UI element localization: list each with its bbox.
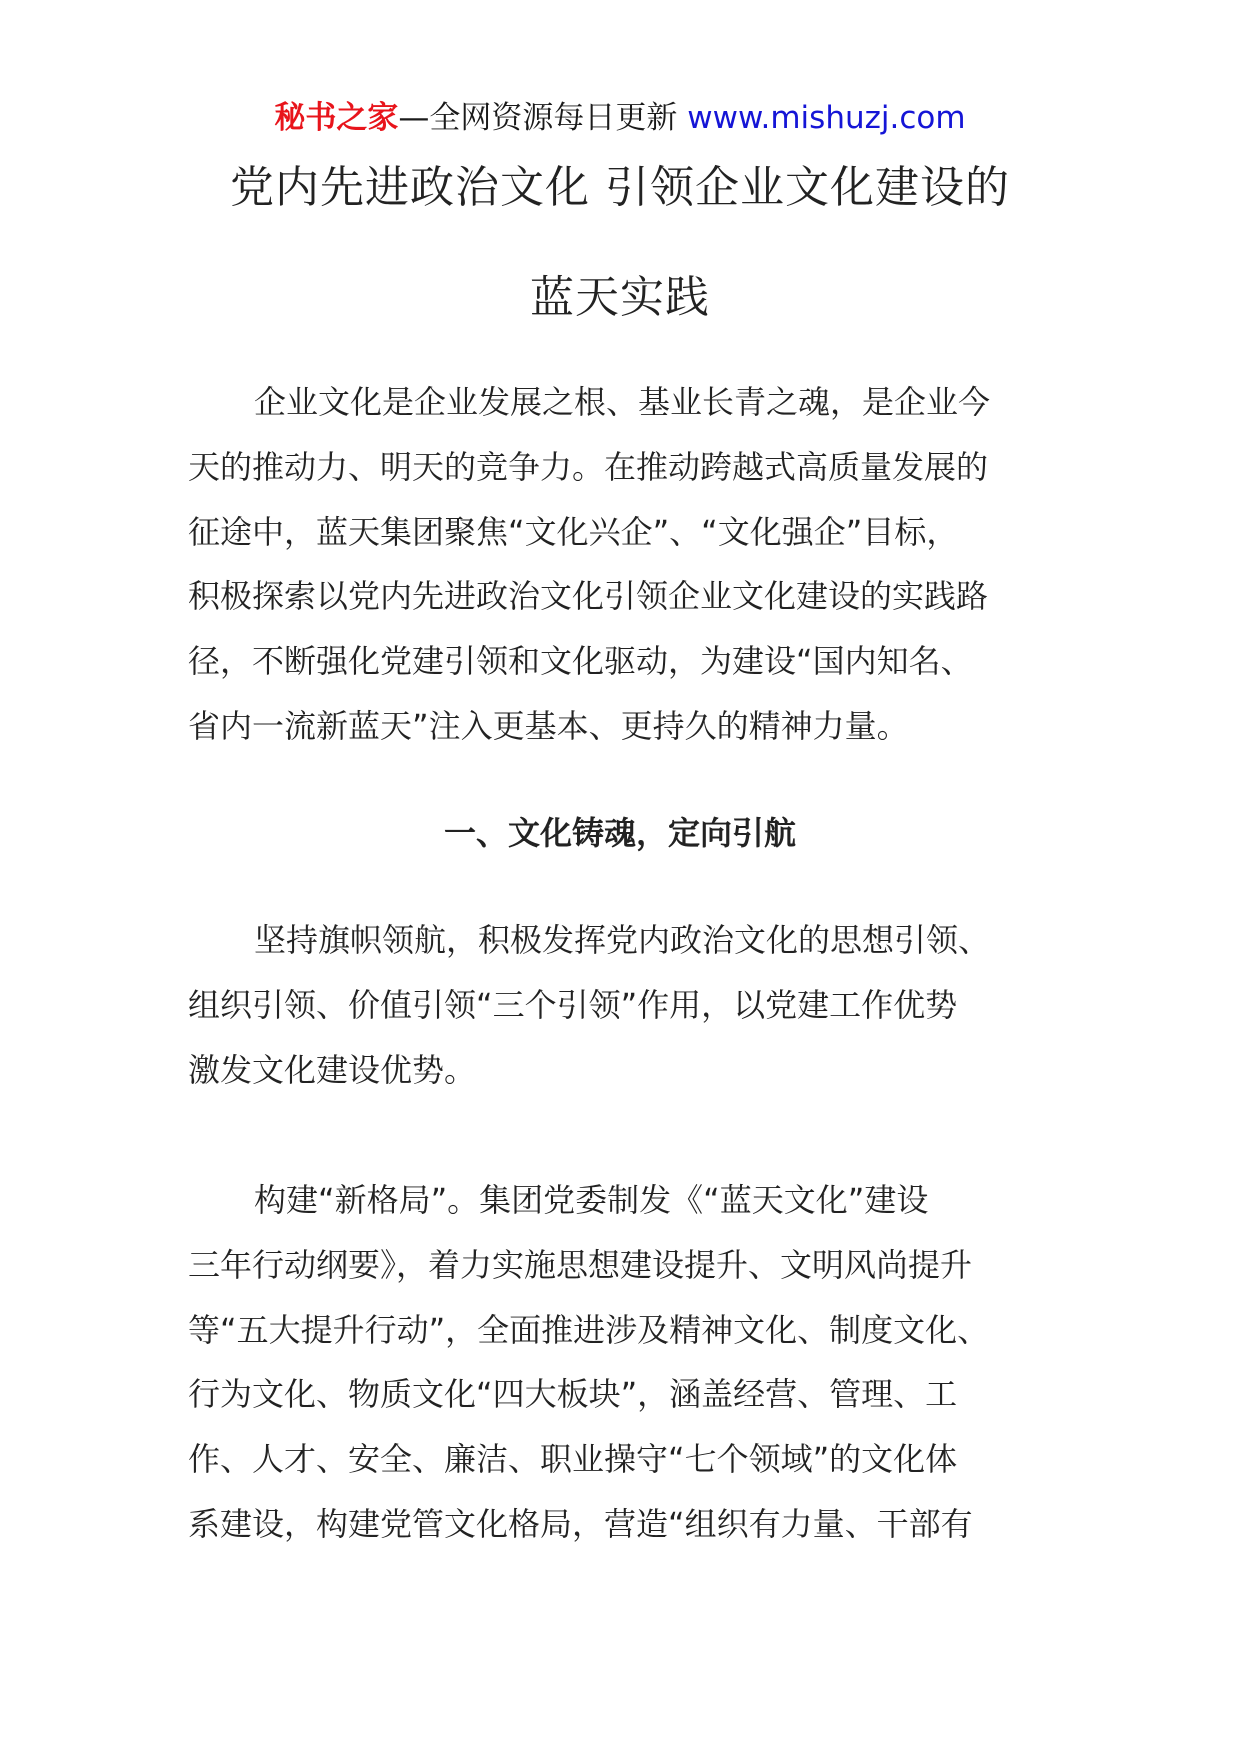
document-title-line-2: 蓝天实践 (530, 272, 710, 323)
paragraph-new-pattern (188, 1168, 1058, 1557)
paragraph-intro (188, 370, 1058, 759)
paragraph-line: 省内一流新蓝天”注入更基本、更持久的精神力量。 (188, 706, 909, 745)
paragraph-line: 积极探索以党内先进政治文化引领企业文化建设的实践路 (188, 577, 989, 616)
document-title-line-1: 党内先进政治文化 引领企业文化建设的 (230, 162, 1010, 213)
site-url-link[interactable]: www.mishuzj.com (687, 100, 966, 136)
paragraph-line: 激发文化建设优势。 (188, 1050, 477, 1089)
paragraph-line: 构建“新格局”。集团党委制发《“蓝天文化”建设 (254, 1181, 929, 1219)
paragraph-line: 等“五大提升行动”，全面推进涉及精神文化、制度文化、 (188, 1310, 990, 1349)
paragraph-line: 坚持旗帜领航，积极发挥党内政治文化的思想引领、 (254, 921, 991, 959)
paragraph-line: 组织引领、价值引领“三个引领”作用，以党建工作优势 (188, 985, 958, 1024)
paragraph-line: 天的推动力、明天的竞争力。在推动跨越式高质量发展的 (188, 447, 989, 486)
site-header (0, 98, 1240, 138)
brand-name: 秘书之家 (274, 100, 399, 136)
paragraph-line: 作、人才、安全、廉洁、职业操守“七个领域”的文化体 (188, 1440, 958, 1479)
paragraph-line: 行为文化、物质文化“四大板块”，涵盖经营、管理、工 (188, 1375, 958, 1414)
paragraph-section-intro (188, 908, 1058, 1102)
paragraph-line: 径，不断强化党建引领和文化驱动，为建设“国内知名、 (188, 642, 973, 681)
paragraph-line: 企业文化是企业发展之根、基业长青之魂，是企业今 (254, 383, 991, 421)
paragraph-line: 三年行动纲要》，着力实施思想建设提升、文明风尚提升 (188, 1245, 973, 1284)
header-tagline: —全网资源每日更新 (398, 100, 678, 136)
paragraph-line: 征途中，蓝天集团聚焦“文化兴企”、“文化强企”目标， (188, 512, 959, 551)
section-heading: 一、文化铸魂，定向引航 (443, 814, 796, 852)
paragraph-line: 系建设，构建党管文化格局，营造“组织有力量、干部有 (188, 1504, 973, 1543)
